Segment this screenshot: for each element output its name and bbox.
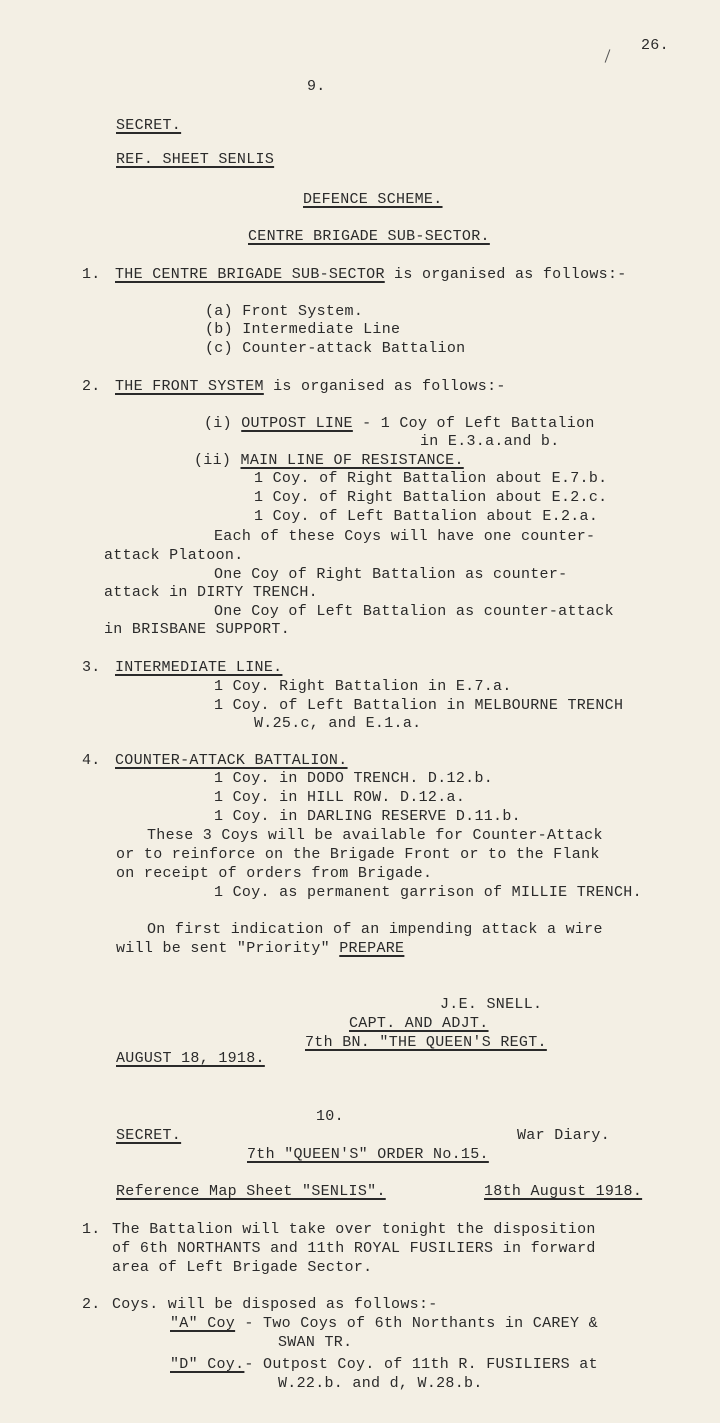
doc9-p2-line [115, 378, 506, 396]
doc10-order-title: 7th "QUEEN'S" ORDER No.15. [247, 1146, 489, 1163]
doc9-p4-heading: COUNTER-ATTACK BATTALION. [115, 752, 348, 769]
doc9-outpost-rest: - 1 Coy of Left Battalion [352, 415, 595, 432]
doc10-number: 10. [316, 1108, 344, 1125]
doc10-p1-line: The Battalion will take over tonight the disposition [112, 1221, 596, 1238]
doc10-p1-number: 1. [82, 1221, 101, 1238]
doc9-p4-number: 4. [82, 752, 101, 769]
doc9-outpost-line [204, 415, 595, 433]
doc10-war-diary: War Diary. [517, 1127, 611, 1144]
doc10-coy-a-cont: SWAN TR. [278, 1334, 353, 1351]
doc10-coy-d-cont: W.22.b. and d, W.28.b. [278, 1375, 483, 1392]
doc9-mlr-item: 1 Coy. of Left Battalion about E.2.a. [254, 508, 599, 525]
doc9-date: AUGUST 18, 1918. [116, 1050, 265, 1067]
doc10-coy-a-text: - Two Coys of 6th Northants in CAREY & [235, 1315, 598, 1332]
doc9-signature-rank: CAPT. AND ADJT. [349, 1015, 489, 1032]
doc10-coy-d-line [170, 1356, 598, 1374]
doc9-mlr-line [194, 452, 464, 470]
doc9-outpost-label: (i) [204, 415, 242, 432]
doc9-p4-para-line: 1 Coy. as permanent garrison of MILLIE TRENCH. [214, 884, 642, 901]
doc9-p2-para-line: attack Platoon. [104, 547, 244, 564]
doc9-p1-number: 1. [82, 266, 101, 283]
doc9-final-line-2 [116, 940, 404, 958]
doc9-ref: REF. SHEET SENLIS [116, 151, 275, 168]
doc9-p2-para-line: in BRISBANE SUPPORT. [104, 621, 291, 638]
doc9-p2-rest: is organised as follows:- [263, 378, 506, 395]
doc9-outpost-cont: in E.3.a.and b. [420, 433, 560, 450]
doc9-title-defence: DEFENCE SCHEME. [303, 191, 443, 208]
doc9-p2-para-line: attack in DIRTY TRENCH. [104, 584, 318, 601]
doc10-coy-d-label: "D" Coy. [170, 1356, 245, 1373]
doc9-p2-number: 2. [82, 378, 101, 395]
doc9-p1-item-b: (b) Intermediate Line [205, 321, 401, 338]
doc9-p1-heading: THE CENTRE BRIGADE SUB-SECTOR [115, 266, 385, 283]
doc10-coy-a-label: "A" Coy [170, 1315, 236, 1332]
doc9-p4-para-line: on receipt of orders from Brigade. [116, 865, 433, 882]
doc10-p1-line: of 6th NORTHANTS and 11th ROYAL FUSILIERS in forward [112, 1240, 596, 1257]
doc9-p1-line [115, 266, 627, 284]
doc9-number: 9. [307, 78, 326, 95]
doc10-coy-a-line [170, 1315, 598, 1333]
doc9-p3-item: W.25.c, and E.1.a. [254, 715, 422, 732]
doc9-mlr-item: 1 Coy. of Right Battalion about E.7.b. [254, 470, 608, 487]
pencil-mark [605, 49, 611, 62]
doc9-p4-para-line: These 3 Coys will be available for Counter-Attack [147, 827, 603, 844]
doc9-p3-heading: INTERMEDIATE LINE. [115, 659, 283, 676]
doc9-p1-item-c: (c) Counter-attack Battalion [205, 340, 466, 357]
doc9-signature-unit: 7th BN. "THE QUEEN'S REGT. [305, 1034, 547, 1051]
doc10-p2-line: Coys. will be disposed as follows:- [112, 1296, 438, 1313]
doc9-mlr-label: (ii) [194, 452, 241, 469]
doc9-p4-item: 1 Coy. in DODO TRENCH. D.12.b. [214, 770, 494, 787]
doc9-p4-item: 1 Coy. in HILL ROW. D.12.a. [214, 789, 466, 806]
doc9-secret: SECRET. [116, 117, 182, 134]
doc9-p2-para-line: One Coy of Right Battalion as counter- [214, 566, 568, 583]
doc9-p2-heading: THE FRONT SYSTEM [115, 378, 264, 395]
doc9-p3-number: 3. [82, 659, 101, 676]
doc9-p3-item: 1 Coy. Right Battalion in E.7.a. [214, 678, 512, 695]
doc9-outpost-heading: OUTPOST LINE [241, 415, 353, 432]
doc9-p2-para-line: One Coy of Left Battalion as counter-attack [214, 603, 614, 620]
doc9-p2-para-line: Each of these Coys will have one counter- [214, 528, 596, 545]
page-number: 26. [641, 37, 669, 54]
doc10-date: 18th August 1918. [484, 1183, 643, 1200]
doc10-p2-number: 2. [82, 1296, 101, 1313]
doc9-p4-para-line: or to reinforce on the Brigade Front or to the Flank [116, 846, 600, 863]
doc9-p1-rest: is organised as follows:- [384, 266, 627, 283]
doc10-secret: SECRET. [116, 1127, 182, 1144]
doc9-signature-name: J.E. SNELL. [440, 996, 543, 1013]
doc9-final-line: On first indication of an impending attack a wire [147, 921, 603, 938]
doc9-mlr-item: 1 Coy. of Right Battalion about E.2.c. [254, 489, 608, 506]
doc9-p4-item: 1 Coy. in DARLING RESERVE D.11.b. [214, 808, 521, 825]
doc9-p3-item: 1 Coy. of Left Battalion in MELBOURNE TRENCH [214, 697, 624, 714]
doc10-p1-line: area of Left Brigade Sector. [112, 1259, 373, 1276]
doc9-mlr-heading: MAIN LINE OF RESISTANCE. [240, 452, 464, 469]
doc10-reference: Reference Map Sheet "SENLIS". [116, 1183, 386, 1200]
doc9-final-line-2-text: will be sent "Priority" [116, 940, 340, 957]
doc9-title-subsector: CENTRE BRIGADE SUB-SECTOR. [248, 228, 490, 245]
doc9-p1-item-a: (a) Front System. [205, 303, 364, 320]
doc9-prepare: PREPARE [339, 940, 405, 957]
doc10-coy-d-text: - Outpost Coy. of 11th R. FUSILIERS at [244, 1356, 598, 1373]
